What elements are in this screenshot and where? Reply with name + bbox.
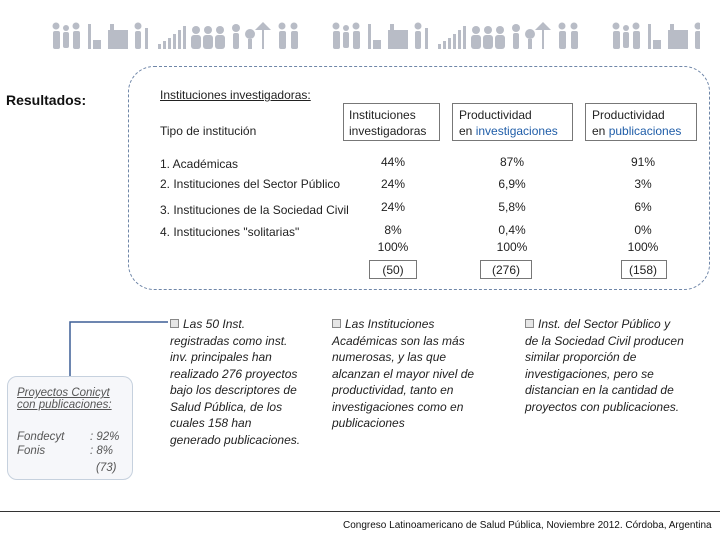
- note-bullet-icon: [525, 319, 534, 328]
- cell-academicas-publicaciones: 91%: [630, 155, 656, 169]
- row-label-solitarias: 4. Instituciones "solitarias": [160, 225, 300, 239]
- footer-text: Congreso Latinoamericano de Salud Pública, Noviembre 2012. Córdoba, Argentina: [343, 520, 712, 531]
- cell-academicas-investigaciones: 87%: [499, 155, 525, 169]
- people-activity-icon-strip: [50, 20, 700, 56]
- cell-civil-investigaciones: 5,8%: [498, 200, 526, 214]
- institution-type-label: Tipo de institución: [160, 124, 257, 138]
- count-investigaciones: (276): [491, 263, 520, 277]
- cell-civil-publicaciones: 6%: [634, 200, 652, 214]
- cell-publico-instituciones: 24%: [380, 177, 406, 191]
- total-publicaciones: 100%: [627, 240, 659, 254]
- total-instituciones: 100%: [377, 240, 409, 254]
- callout-fonis-name: Fonis: [17, 445, 46, 457]
- cell-solitarias-instituciones: 8%: [384, 223, 402, 237]
- note-inst-registradas: Las 50 Inst. registradas como inst. inv. principales han realizado 276 proyectos bajo los descriptores de Salud Pública, de los cuales 158 han generado publicaciones.: [170, 317, 301, 447]
- count-publicaciones: (158): [628, 263, 657, 277]
- cell-solitarias-investigaciones: 0,4%: [498, 223, 526, 237]
- callout-total: (73): [96, 462, 117, 474]
- cell-academicas-instituciones: 44%: [380, 155, 406, 169]
- cell-civil-instituciones: 24%: [380, 200, 406, 214]
- note-inst-academicas: Las Instituciones Académicas son las más numerosas, y las que alcanzan el mayor nivel de productividad, tanto en investigaciones como en publicaciones: [332, 317, 475, 430]
- section-label: Resultados:: [6, 92, 87, 108]
- header-instituciones: Instituciones investigadoras: [349, 108, 427, 138]
- note-bullet-icon: [332, 319, 341, 328]
- cell-publico-investigaciones: 6,9%: [498, 177, 526, 191]
- callout-fondecyt-value: : 92%: [90, 431, 120, 443]
- panel-title: Instituciones investigadoras:: [160, 88, 311, 102]
- callout-fondecyt-name: Fondecyt: [17, 431, 65, 443]
- header-productividad-investigaciones: Productividad en investigaciones: [459, 108, 558, 138]
- cell-publico-publicaciones: 3%: [634, 177, 652, 191]
- total-investigaciones: 100%: [496, 240, 528, 254]
- row-label-academicas: 1. Académicas: [160, 157, 239, 171]
- callout-fonis-value: : 8%: [90, 445, 114, 457]
- row-label-sociedad-civil: 3. Instituciones de la Sociedad Civil: [160, 203, 349, 217]
- note-sector-publico-civil: Inst. del Sector Público y de la Sociedad Civil producen similar proporción de investigaciones, pero se distancian en la cantidad de proyectos con publicaciones.: [525, 317, 684, 414]
- cell-solitarias-publicaciones: 0%: [634, 223, 652, 237]
- note-bullet-icon: [170, 319, 179, 328]
- footer-divider: [0, 511, 720, 512]
- row-label-sector-publico: 2. Instituciones del Sector Público: [160, 177, 341, 191]
- callout-title: Proyectos Conicyt con publicaciones:: [17, 387, 112, 411]
- header-productividad-publicaciones: Productividad en publicaciones: [592, 108, 682, 138]
- count-instituciones: (50): [382, 263, 404, 277]
